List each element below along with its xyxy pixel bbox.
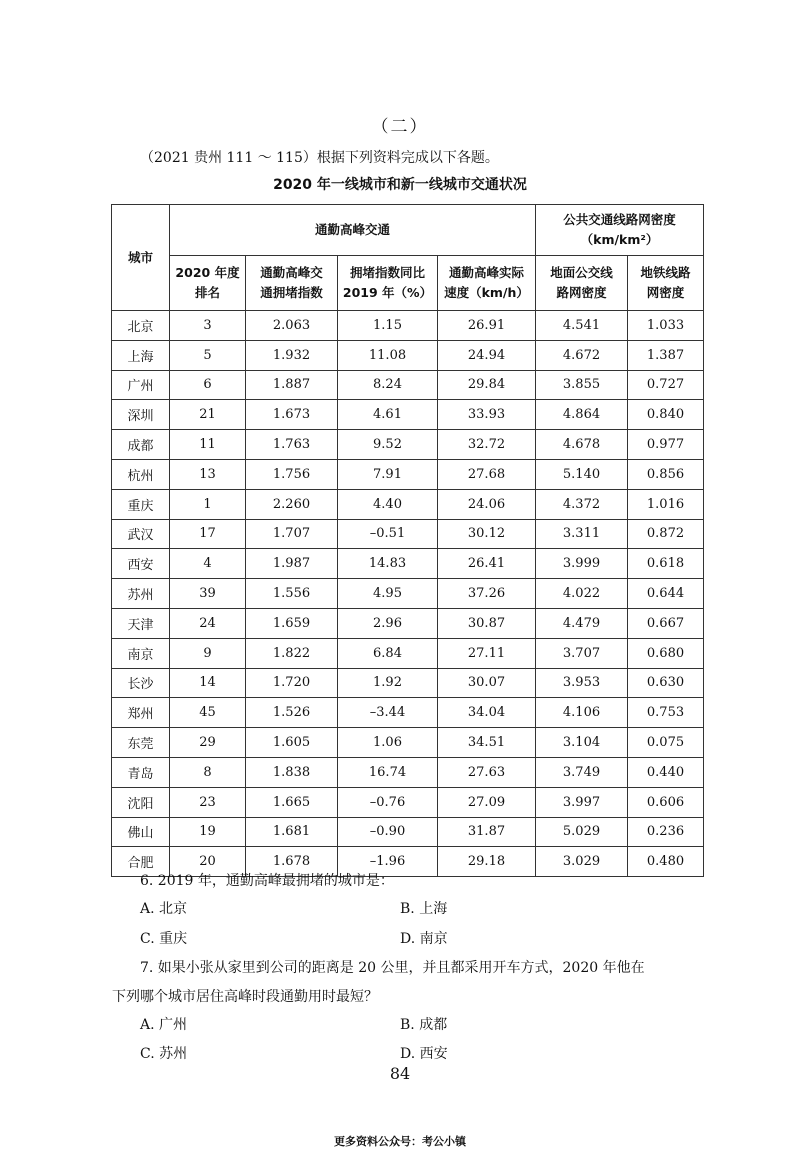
column-header <box>170 256 246 311</box>
value-cell: 4.541 <box>536 311 628 341</box>
value-cell: 19 <box>170 817 246 847</box>
city-cell: 青岛 <box>112 757 170 787</box>
city-cell: 杭州 <box>112 459 170 489</box>
value-cell: 0.840 <box>628 400 704 430</box>
q7-option-a: A. 广州 <box>140 1017 188 1033</box>
value-cell: –3.44 <box>338 698 438 728</box>
q6-option-d: D. 南京 <box>400 931 448 947</box>
page-number: 84 <box>389 1064 411 1083</box>
value-cell: 0.680 <box>628 638 704 668</box>
column-header-line: 地面公交线 <box>550 265 613 280</box>
value-cell: 45 <box>170 698 246 728</box>
question-6: 6. 2019 年，通勤高峰最拥堵的城市是： <box>140 873 394 889</box>
value-cell: 0.480 <box>628 847 704 877</box>
table-row <box>112 400 704 430</box>
value-cell: 29 <box>170 728 246 758</box>
q6-option-b: B. 上海 <box>400 901 448 917</box>
value-cell: 3 <box>170 311 246 341</box>
table-row <box>112 817 704 847</box>
value-cell: 1.033 <box>628 311 704 341</box>
value-cell: 29.84 <box>438 370 536 400</box>
city-header: 城市 <box>112 205 170 311</box>
value-cell: 34.04 <box>438 698 536 728</box>
table-row <box>112 608 704 638</box>
city-cell: 沈阳 <box>112 787 170 817</box>
table-row <box>112 579 704 609</box>
value-cell: 14 <box>170 668 246 698</box>
value-cell: 1.756 <box>246 459 338 489</box>
value-cell: 27.63 <box>438 757 536 787</box>
column-header <box>628 256 704 311</box>
value-cell: 27.09 <box>438 787 536 817</box>
value-cell: 33.93 <box>438 400 536 430</box>
city-cell: 天津 <box>112 608 170 638</box>
value-cell: 1.720 <box>246 668 338 698</box>
value-cell: 24.06 <box>438 489 536 519</box>
value-cell: –0.76 <box>338 787 438 817</box>
column-header <box>246 256 338 311</box>
column-header <box>438 256 536 311</box>
value-cell: 30.12 <box>438 519 536 549</box>
value-cell: 7.91 <box>338 459 438 489</box>
value-cell: 1.526 <box>246 698 338 728</box>
value-cell: 26.41 <box>438 549 536 579</box>
value-cell: 1.678 <box>246 847 338 877</box>
value-cell: 3.707 <box>536 638 628 668</box>
value-cell: 1.987 <box>246 549 338 579</box>
question-7-line2: 下列哪个城市居住高峰时段通勤用时最短？ <box>112 989 378 1005</box>
column-header-line: 排名 <box>194 285 220 300</box>
footer-text: 更多资料公众号：考公小镇 <box>334 1135 466 1148</box>
value-cell: 1.387 <box>628 340 704 370</box>
city-cell: 上海 <box>112 340 170 370</box>
value-cell: 1.681 <box>246 817 338 847</box>
column-header-line: 速度（km/h） <box>444 285 529 300</box>
city-cell: 郑州 <box>112 698 170 728</box>
traffic-table <box>111 204 704 877</box>
value-cell: 5.029 <box>536 817 628 847</box>
value-cell: 3.029 <box>536 847 628 877</box>
value-cell: 20 <box>170 847 246 877</box>
table-title: 2020 年一线城市和新一线城市交通状况 <box>273 177 527 193</box>
value-cell: 14.83 <box>338 549 438 579</box>
value-cell: 24 <box>170 608 246 638</box>
value-cell: 4.678 <box>536 430 628 460</box>
value-cell: 0.236 <box>628 817 704 847</box>
value-cell: 37.26 <box>438 579 536 609</box>
table-row <box>112 668 704 698</box>
value-cell: 11.08 <box>338 340 438 370</box>
value-cell: 8 <box>170 757 246 787</box>
value-cell: 1.15 <box>338 311 438 341</box>
q7-option-d: D. 西安 <box>400 1046 448 1062</box>
group-header-commute: 通勤高峰交通 <box>170 205 536 256</box>
city-cell: 重庆 <box>112 489 170 519</box>
value-cell: –0.51 <box>338 519 438 549</box>
value-cell: 0.667 <box>628 608 704 638</box>
value-cell: 23 <box>170 787 246 817</box>
value-cell: 39 <box>170 579 246 609</box>
column-header-line: 路网密度 <box>556 285 607 300</box>
group-header-transit <box>536 205 704 256</box>
table-row <box>112 787 704 817</box>
value-cell: 1.016 <box>628 489 704 519</box>
value-cell: 0.606 <box>628 787 704 817</box>
city-cell: 长沙 <box>112 668 170 698</box>
value-cell: 8.24 <box>338 370 438 400</box>
value-cell: 2.260 <box>246 489 338 519</box>
column-header-line: 地铁线路 <box>640 265 691 280</box>
value-cell: 4.372 <box>536 489 628 519</box>
city-cell: 南京 <box>112 638 170 668</box>
value-cell: 4.479 <box>536 608 628 638</box>
city-cell: 深圳 <box>112 400 170 430</box>
value-cell: 3.311 <box>536 519 628 549</box>
value-cell: 4.022 <box>536 579 628 609</box>
column-header-line: 拥堵指数同比 <box>349 265 425 280</box>
value-cell: 34.51 <box>438 728 536 758</box>
column-header-line: 通拥堵指数 <box>260 285 323 300</box>
value-cell: 26.91 <box>438 311 536 341</box>
value-cell: 21 <box>170 400 246 430</box>
city-cell: 合肥 <box>112 847 170 877</box>
value-cell: 0.440 <box>628 757 704 787</box>
value-cell: 4.40 <box>338 489 438 519</box>
value-cell: 1.556 <box>246 579 338 609</box>
value-cell: 4.864 <box>536 400 628 430</box>
city-cell: 成都 <box>112 430 170 460</box>
value-cell: 1.932 <box>246 340 338 370</box>
value-cell: 3.999 <box>536 549 628 579</box>
city-cell: 广州 <box>112 370 170 400</box>
value-cell: 9 <box>170 638 246 668</box>
value-cell: 31.87 <box>438 817 536 847</box>
table-row <box>112 757 704 787</box>
value-cell: 1.887 <box>246 370 338 400</box>
value-cell: 1 <box>170 489 246 519</box>
value-cell: 1.665 <box>246 787 338 817</box>
table-row <box>112 459 704 489</box>
value-cell: 6.84 <box>338 638 438 668</box>
city-cell: 佛山 <box>112 817 170 847</box>
table-row <box>112 728 704 758</box>
value-cell: 16.74 <box>338 757 438 787</box>
value-cell: 4.95 <box>338 579 438 609</box>
value-cell: 27.11 <box>438 638 536 668</box>
intro-text: （2021 贵州 111 ～ 115）根据下列资料完成以下各题。 <box>140 150 499 166</box>
value-cell: 11 <box>170 430 246 460</box>
column-header-line: 通勤高峰实际 <box>449 265 525 280</box>
value-cell: 1.605 <box>246 728 338 758</box>
value-cell: 3.997 <box>536 787 628 817</box>
column-header <box>338 256 438 311</box>
table-row <box>112 519 704 549</box>
value-cell: 24.94 <box>438 340 536 370</box>
value-cell: 30.07 <box>438 668 536 698</box>
column-header-line: 2020 年度 <box>175 265 240 280</box>
value-cell: 1.822 <box>246 638 338 668</box>
group-header-transit-line2: （km/km²） <box>580 232 659 247</box>
city-cell: 东莞 <box>112 728 170 758</box>
city-cell: 西安 <box>112 549 170 579</box>
column-header-line: 通勤高峰交 <box>260 265 323 280</box>
value-cell: 0.872 <box>628 519 704 549</box>
value-cell: 3.855 <box>536 370 628 400</box>
value-cell: 0.630 <box>628 668 704 698</box>
q6-option-c: C. 重庆 <box>140 931 188 947</box>
table-row <box>112 340 704 370</box>
value-cell: 4.672 <box>536 340 628 370</box>
q7-option-c: C. 苏州 <box>140 1046 188 1062</box>
value-cell: 0.727 <box>628 370 704 400</box>
value-cell: 1.659 <box>246 608 338 638</box>
value-cell: 32.72 <box>438 430 536 460</box>
table-row <box>112 698 704 728</box>
value-cell: 2.063 <box>246 311 338 341</box>
value-cell: 1.673 <box>246 400 338 430</box>
column-header-line: 2019 年（%） <box>342 285 433 300</box>
value-cell: 4 <box>170 549 246 579</box>
value-cell: 1.763 <box>246 430 338 460</box>
city-cell: 北京 <box>112 311 170 341</box>
city-cell: 武汉 <box>112 519 170 549</box>
value-cell: 4.106 <box>536 698 628 728</box>
q6-option-a: A. 北京 <box>140 901 188 917</box>
table-row <box>112 549 704 579</box>
value-cell: 1.707 <box>246 519 338 549</box>
value-cell: 4.61 <box>338 400 438 430</box>
column-header <box>536 256 628 311</box>
value-cell: –1.96 <box>338 847 438 877</box>
value-cell: 0.856 <box>628 459 704 489</box>
value-cell: 0.618 <box>628 549 704 579</box>
value-cell: 0.075 <box>628 728 704 758</box>
value-cell: 29.18 <box>438 847 536 877</box>
column-header-line: 网密度 <box>646 285 685 300</box>
value-cell: 1.838 <box>246 757 338 787</box>
city-cell: 苏州 <box>112 579 170 609</box>
value-cell: 5.140 <box>536 459 628 489</box>
value-cell: 3.953 <box>536 668 628 698</box>
value-cell: 1.06 <box>338 728 438 758</box>
value-cell: 0.644 <box>628 579 704 609</box>
value-cell: 1.92 <box>338 668 438 698</box>
table-row <box>112 430 704 460</box>
q7-option-b: B. 成都 <box>400 1017 448 1033</box>
table-row <box>112 311 704 341</box>
value-cell: 0.977 <box>628 430 704 460</box>
value-cell: 30.87 <box>438 608 536 638</box>
group-header-transit-line1: 公共交通线路网密度 <box>563 212 676 227</box>
value-cell: 3.104 <box>536 728 628 758</box>
value-cell: 5 <box>170 340 246 370</box>
value-cell: 0.753 <box>628 698 704 728</box>
table-row <box>112 489 704 519</box>
question-7-line1: 7. 如果小张从家里到公司的距离是 20 公里，并且都采用开车方式，2020 年他在 <box>140 960 645 976</box>
value-cell: 6 <box>170 370 246 400</box>
table-row <box>112 370 704 400</box>
value-cell: 3.749 <box>536 757 628 787</box>
value-cell: 9.52 <box>338 430 438 460</box>
value-cell: 2.96 <box>338 608 438 638</box>
section-title: （二） <box>371 117 429 137</box>
value-cell: 17 <box>170 519 246 549</box>
table-row <box>112 638 704 668</box>
value-cell: 27.68 <box>438 459 536 489</box>
value-cell: –0.90 <box>338 817 438 847</box>
value-cell: 13 <box>170 459 246 489</box>
